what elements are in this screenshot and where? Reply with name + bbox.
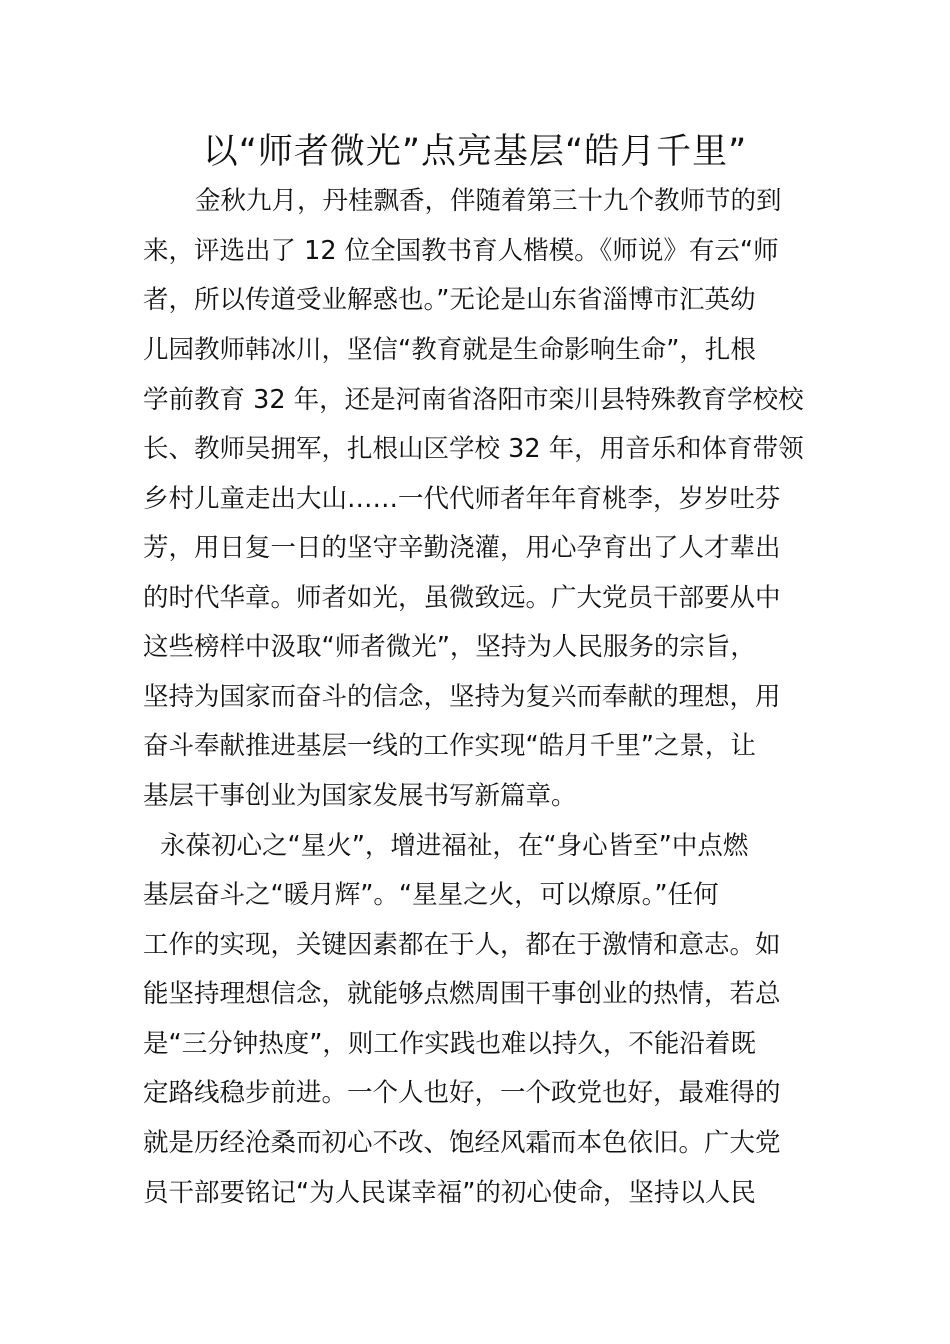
paragraph-1-line-12: 奋斗奉献推进基层一线的工作实现“皓月千里”之景，让 <box>143 731 756 761</box>
paragraph-2-line-8: 员干部要铭记“为人民谋幸福”的初心使命，坚持以人民 <box>143 1178 756 1208</box>
paragraph-1-line-10: 这些榜样中汲取“师者微光”，坚持为人民服务的宗旨， <box>143 632 756 662</box>
paragraph-1-line-6: 长、教师吴拥军，扎根山区学校 32 年，用音乐和体育带领 <box>143 434 804 464</box>
paragraph-1-line-3: 者，所以传道受业解惑也。”无论是山东省淄博市汇英幼 <box>143 285 756 315</box>
paragraph-2-line-3: 工作的实现，关键因素都在于人，都在于激情和意志。如 <box>143 930 781 960</box>
paragraph-2-line-2: 基层奋斗之“暖月辉”。“星星之火，可以燎原。”任何 <box>143 880 719 910</box>
paragraph-1-line-4: 儿园教师韩冰川，坚信“教育就是生命影响生命”，扎根 <box>143 335 756 365</box>
paragraph-1-line-11: 坚持为国家而奋斗的信念，坚持为复兴而奉献的理想，用 <box>143 682 781 712</box>
paragraph-1-line-9: 的时代华章。师者如光，虽微致远。广大党员干部要从中 <box>143 583 781 613</box>
paragraph-2-line-6: 定路线稳步前进。一个人也好，一个政党也好，最难得的 <box>143 1078 781 1108</box>
paragraph-1-line-2: 来，评选出了 12 位全国教书育人楷模。《师说》有云“师 <box>143 236 779 266</box>
paragraph-2-line-4: 能坚持理想信念，就能够点燃周围干事创业的热情，若总 <box>143 979 781 1009</box>
paragraph-1-line-13: 基层干事创业为国家发展书写新篇章。 <box>143 781 577 811</box>
paragraph-1-line-1: 金秋九月，丹桂飘香，伴随着第三十九个教师节的到 <box>195 186 782 216</box>
paragraph-1-line-7: 乡村儿童走出大山……一代代师者年年育桃李，岁岁吐芬 <box>143 484 781 514</box>
paragraph-1-line-5: 学前教育 32 年，还是河南省洛阳市栾川县特殊教育学校校 <box>143 385 804 415</box>
paragraph-2-line-7: 就是历经沧桑而初心不改、饱经风霜而本色依旧。广大党 <box>143 1128 781 1158</box>
paragraph-2-line-5: 是“三分钟热度”，则工作实践也难以持久，不能沿着既 <box>143 1029 756 1059</box>
paragraph-2-line-1: 永葆初心之“星火”，增进福祉，在“身心皆至”中点燃 <box>160 831 749 861</box>
paragraph-1-line-8: 芳，用日复一日的坚守辛勤浇灌，用心孕育出了人才辈出 <box>143 533 781 563</box>
document-title: 以“师者微光”点亮基层“皓月千里” <box>202 132 748 172</box>
